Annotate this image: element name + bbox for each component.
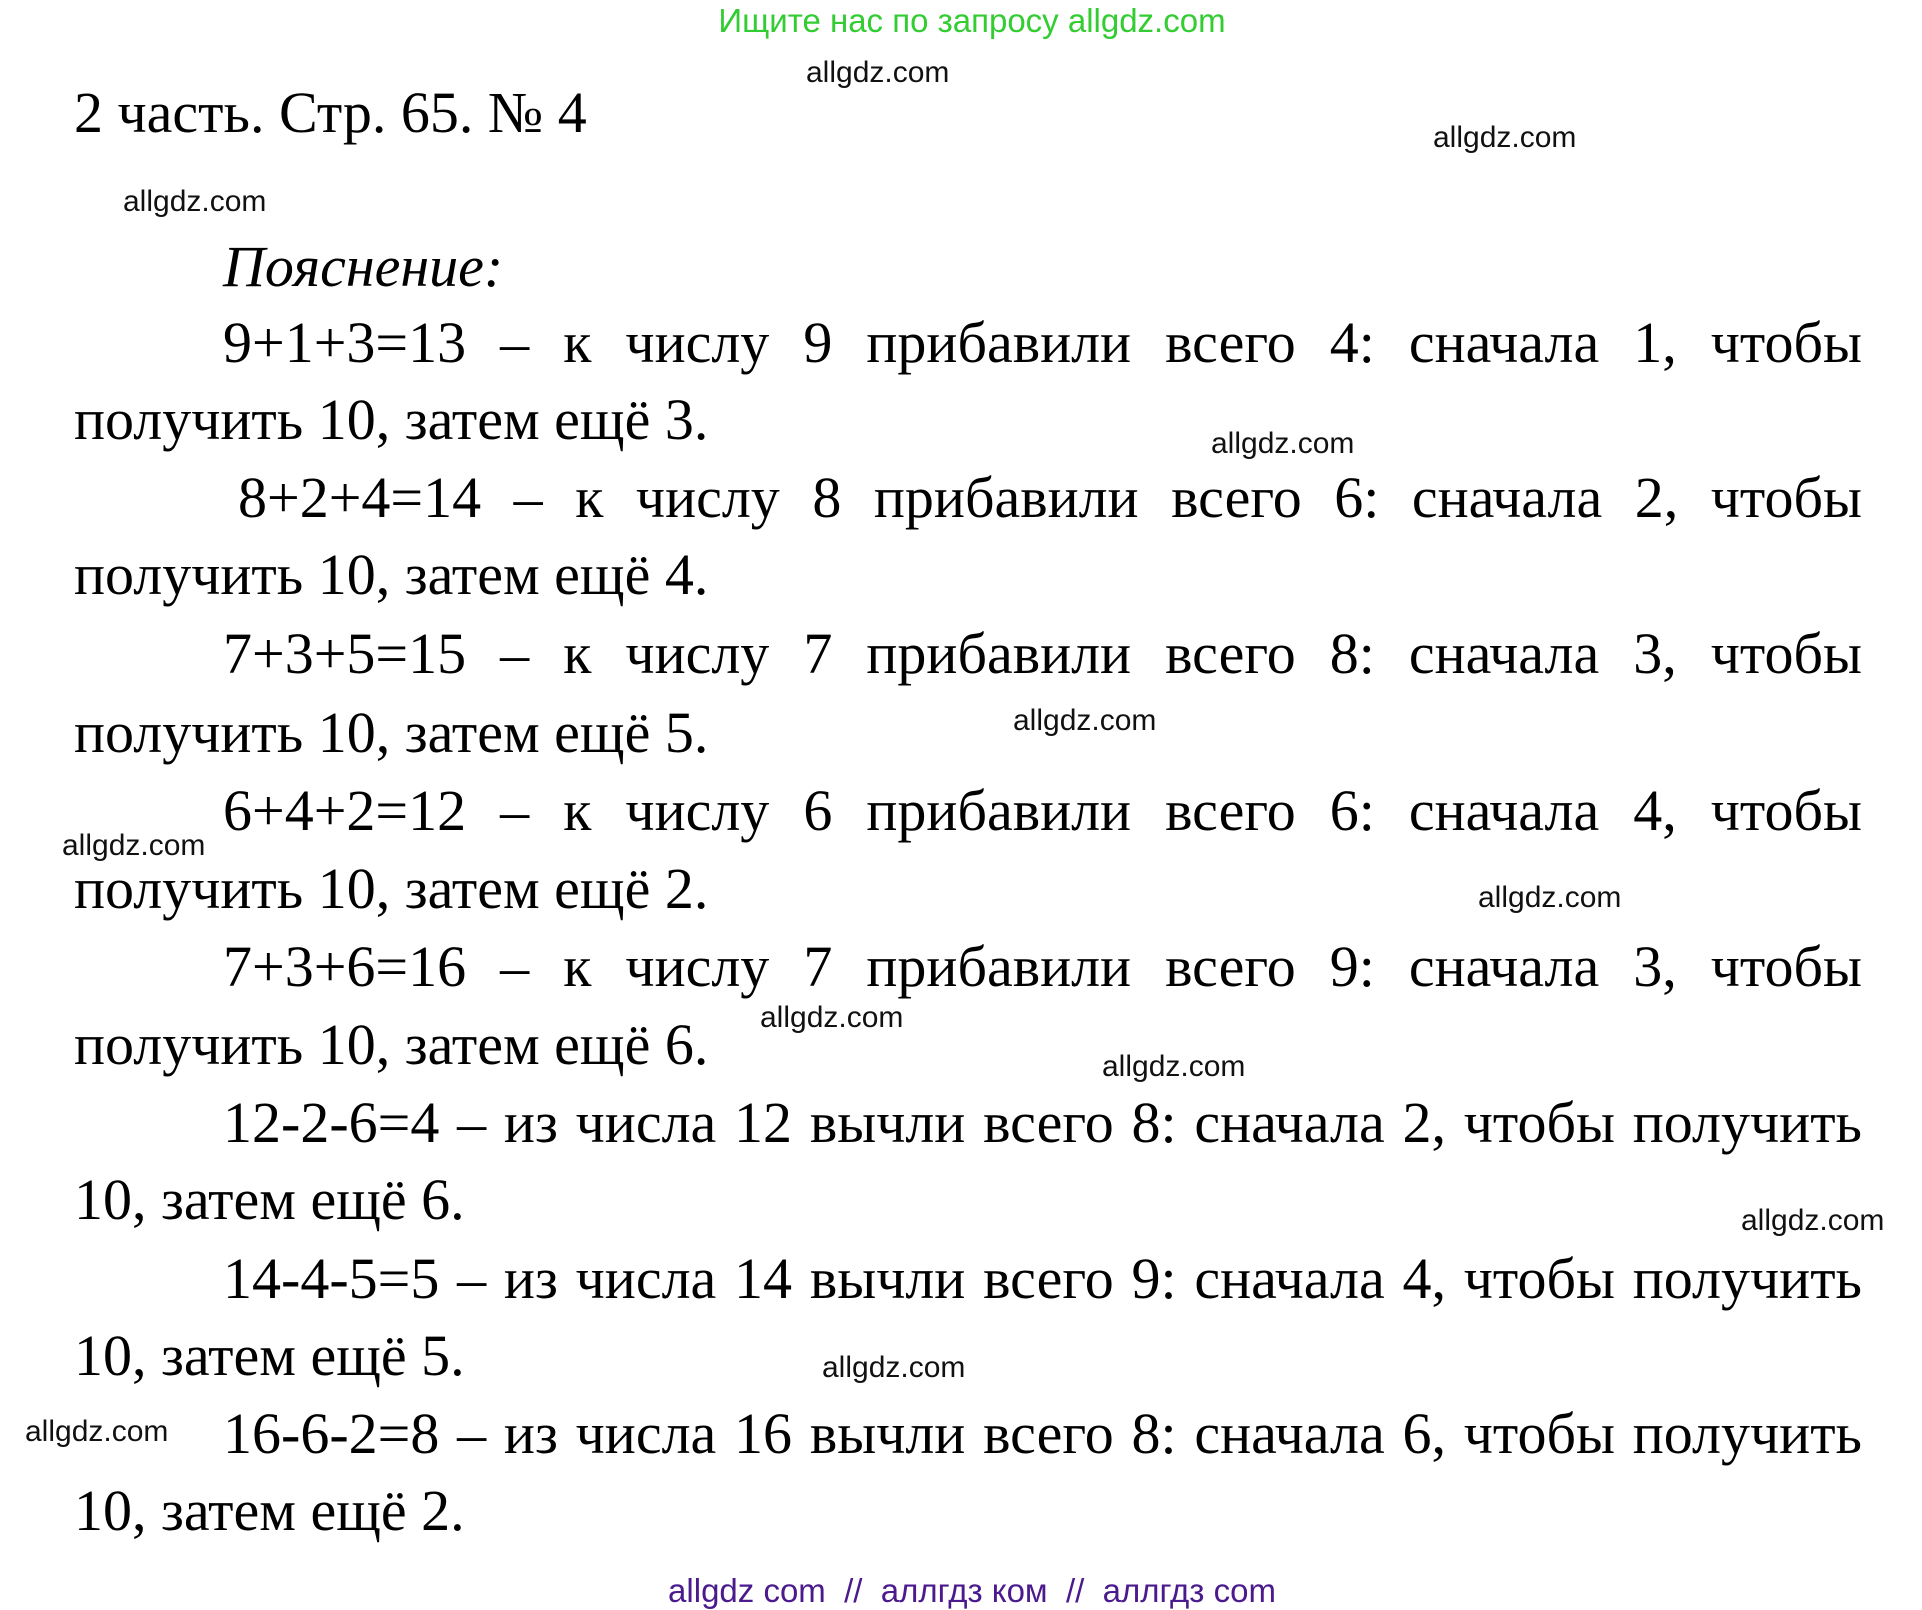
watermark: allgdz.com xyxy=(123,185,267,218)
paragraph-line: 10, затем ещё 2. xyxy=(74,1478,465,1543)
top-ad-banner: Ищите нас по запросу allgdz.com xyxy=(718,2,1226,39)
paragraph-line: 14-4-5=5 – из числа 14 вычли всего 9: сначала 4, чтобы получить xyxy=(223,1246,1862,1311)
paragraph-line: 10, затем ещё 6. xyxy=(74,1167,465,1232)
paragraph-line: получить 10, затем ещё 3. xyxy=(74,387,709,452)
explanation-label: Пояснение: xyxy=(223,234,504,299)
watermark: allgdz.com xyxy=(1211,427,1355,460)
watermark: allgdz.com xyxy=(25,1415,169,1448)
watermark: allgdz.com xyxy=(822,1351,966,1384)
watermark: allgdz.com xyxy=(62,829,206,862)
paragraph-line: получить 10, затем ещё 5. xyxy=(74,700,709,765)
paragraph-line: 10, затем ещё 5. xyxy=(74,1323,465,1388)
paragraph-line: получить 10, затем ещё 4. xyxy=(74,542,709,607)
paragraph-line: получить 10, затем ещё 2. xyxy=(74,856,709,921)
watermark: allgdz.com xyxy=(760,1001,904,1034)
watermark: allgdz.com xyxy=(806,56,950,89)
paragraph-line: 16-6-2=8 – из числа 16 вычли всего 8: сначала 6, чтобы получить xyxy=(223,1401,1862,1466)
paragraph-line: 8+2+4=14 – к числу 8 прибавили всего 6: сначала 2, чтобы xyxy=(238,465,1862,530)
watermark: allgdz.com xyxy=(1478,881,1622,914)
bottom-ad-banner: allgdz com // аллгдз ком // аллгдз com xyxy=(668,1572,1276,1609)
paragraph-line: 6+4+2=12 – к числу 6 прибавили всего 6: сначала 4, чтобы xyxy=(223,778,1862,843)
paragraph-line: 7+3+6=16 – к числу 7 прибавили всего 9: сначала 3, чтобы xyxy=(223,934,1862,999)
paragraph-line: получить 10, затем ещё 6. xyxy=(74,1012,709,1077)
page-title: 2 часть. Стр. 65. № 4 xyxy=(74,80,587,145)
paragraph-line: 9+1+3=13 – к числу 9 прибавили всего 4: сначала 1, чтобы xyxy=(223,310,1862,375)
watermark: allgdz.com xyxy=(1013,704,1157,737)
watermark: allgdz.com xyxy=(1433,121,1577,154)
watermark: allgdz.com xyxy=(1102,1050,1246,1083)
paragraph-line: 12-2-6=4 – из числа 12 вычли всего 8: сначала 2, чтобы получить xyxy=(223,1090,1862,1155)
watermark: allgdz.com xyxy=(1741,1204,1885,1237)
paragraph-line: 7+3+5=15 – к числу 7 прибавили всего 8: сначала 3, чтобы xyxy=(223,621,1862,686)
